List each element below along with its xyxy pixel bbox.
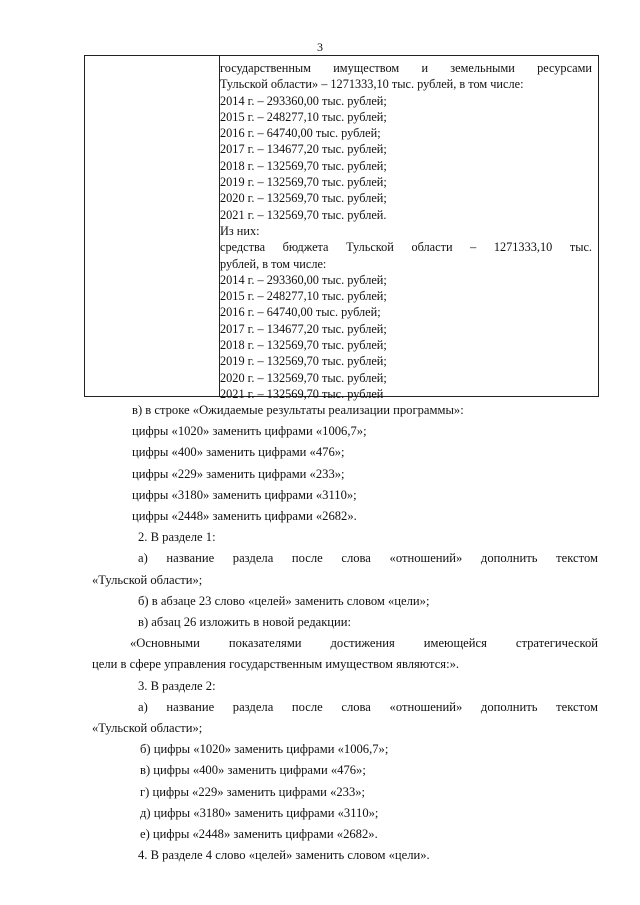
paragraph: б) в абзаце 23 слово «целей» заменить словом «цели»; — [138, 593, 430, 608]
table-line: 2018 г. – 132569,70 тыс. рублей; — [220, 338, 387, 353]
paragraph: е) цифры «2448» заменить цифрами «2682». — [140, 827, 378, 842]
paragraph: а) название раздела после слова «отношений» дополнить текстом — [138, 699, 598, 714]
table-line: Тульской области» – 1271333,10 тыс. рублей, в том числе: — [220, 77, 524, 92]
table-line: Из них: — [220, 223, 260, 238]
table-line: 2020 г. – 132569,70 тыс. рублей; — [220, 191, 387, 206]
table-line: 2015 г. – 248277,10 тыс. рублей; — [220, 109, 387, 124]
table-line: 2016 г. – 64740,00 тыс. рублей; — [220, 126, 381, 141]
table-line: рублей, в том числе: — [220, 256, 327, 271]
paragraph: «Тульской области»; — [92, 572, 203, 587]
table-line: 2017 г. – 134677,20 тыс. рублей; — [220, 321, 387, 336]
paragraph: цифры «229» заменить цифрами «233»; — [132, 466, 345, 481]
paragraph: б) цифры «1020» заменить цифрами «1006,7»; — [140, 742, 389, 757]
table-line: 2021 г. – 132569,70 тыс. рублей — [220, 386, 384, 401]
table-left-cell — [85, 56, 220, 396]
paragraph: а) название раздела после слова «отношений» дополнить текстом — [138, 551, 598, 566]
table-line: 2021 г. – 132569,70 тыс. рублей. — [220, 207, 387, 222]
table-line: 2014 г. – 293360,00 тыс. рублей; — [220, 93, 387, 108]
table-right-cell — [220, 56, 598, 401]
table-line: 2017 г. – 134677,20 тыс. рублей; — [220, 142, 387, 157]
paragraph: 3. В разделе 2: — [138, 678, 216, 693]
paragraph: «Тульской области»; — [92, 721, 203, 736]
table-line: 2020 г. – 132569,70 тыс. рублей; — [220, 370, 387, 385]
table-line: 2015 г. – 248277,10 тыс. рублей; — [220, 289, 387, 304]
document-body — [92, 400, 598, 866]
funding-table — [84, 55, 599, 401]
paragraph: цифры «2448» заменить цифрами «2682». — [132, 509, 357, 524]
table-line: 2016 г. – 64740,00 тыс. рублей; — [220, 305, 381, 320]
paragraph: цифры «3180» заменить цифрами «3110»; — [132, 487, 357, 502]
paragraph: д) цифры «3180» заменить цифрами «3110»; — [140, 805, 379, 820]
paragraph: в) абзац 26 изложить в новой редакции: — [138, 615, 352, 630]
table-line: государственным имуществом и земельными ресурсами — [220, 61, 592, 75]
paragraph: в) цифры «400» заменить цифрами «476»; — [140, 763, 366, 778]
table-line: 2014 г. – 293360,00 тыс. рублей; — [220, 272, 387, 287]
table-line: 2019 г. – 132569,70 тыс. рублей; — [220, 354, 387, 369]
paragraph: цифры «400» заменить цифрами «476»; — [132, 445, 345, 460]
paragraph: в) в строке «Ожидаемые результаты реализации программы»: — [132, 403, 464, 417]
paragraph: цифры «1020» заменить цифрами «1006,7»; — [132, 424, 367, 439]
paragraph: цели в сфере управления государственным имуществом являются:». — [92, 657, 460, 672]
table-line: 2018 г. – 132569,70 тыс. рублей; — [220, 158, 387, 173]
paragraph: 4. В разделе 4 слово «целей» заменить словом «цели». — [138, 848, 430, 863]
paragraph: 2. В разделе 1: — [138, 530, 216, 545]
page-number: 3 — [317, 40, 323, 54]
table-line: средства бюджета Тульской области – 1271333,10 тыс. — [220, 240, 592, 255]
paragraph: «Основными показателями достижения имеющейся стратегической — [130, 636, 598, 651]
paragraph: г) цифры «229» заменить цифрами «233»; — [140, 784, 366, 799]
table-line: 2019 г. – 132569,70 тыс. рублей; — [220, 175, 387, 190]
